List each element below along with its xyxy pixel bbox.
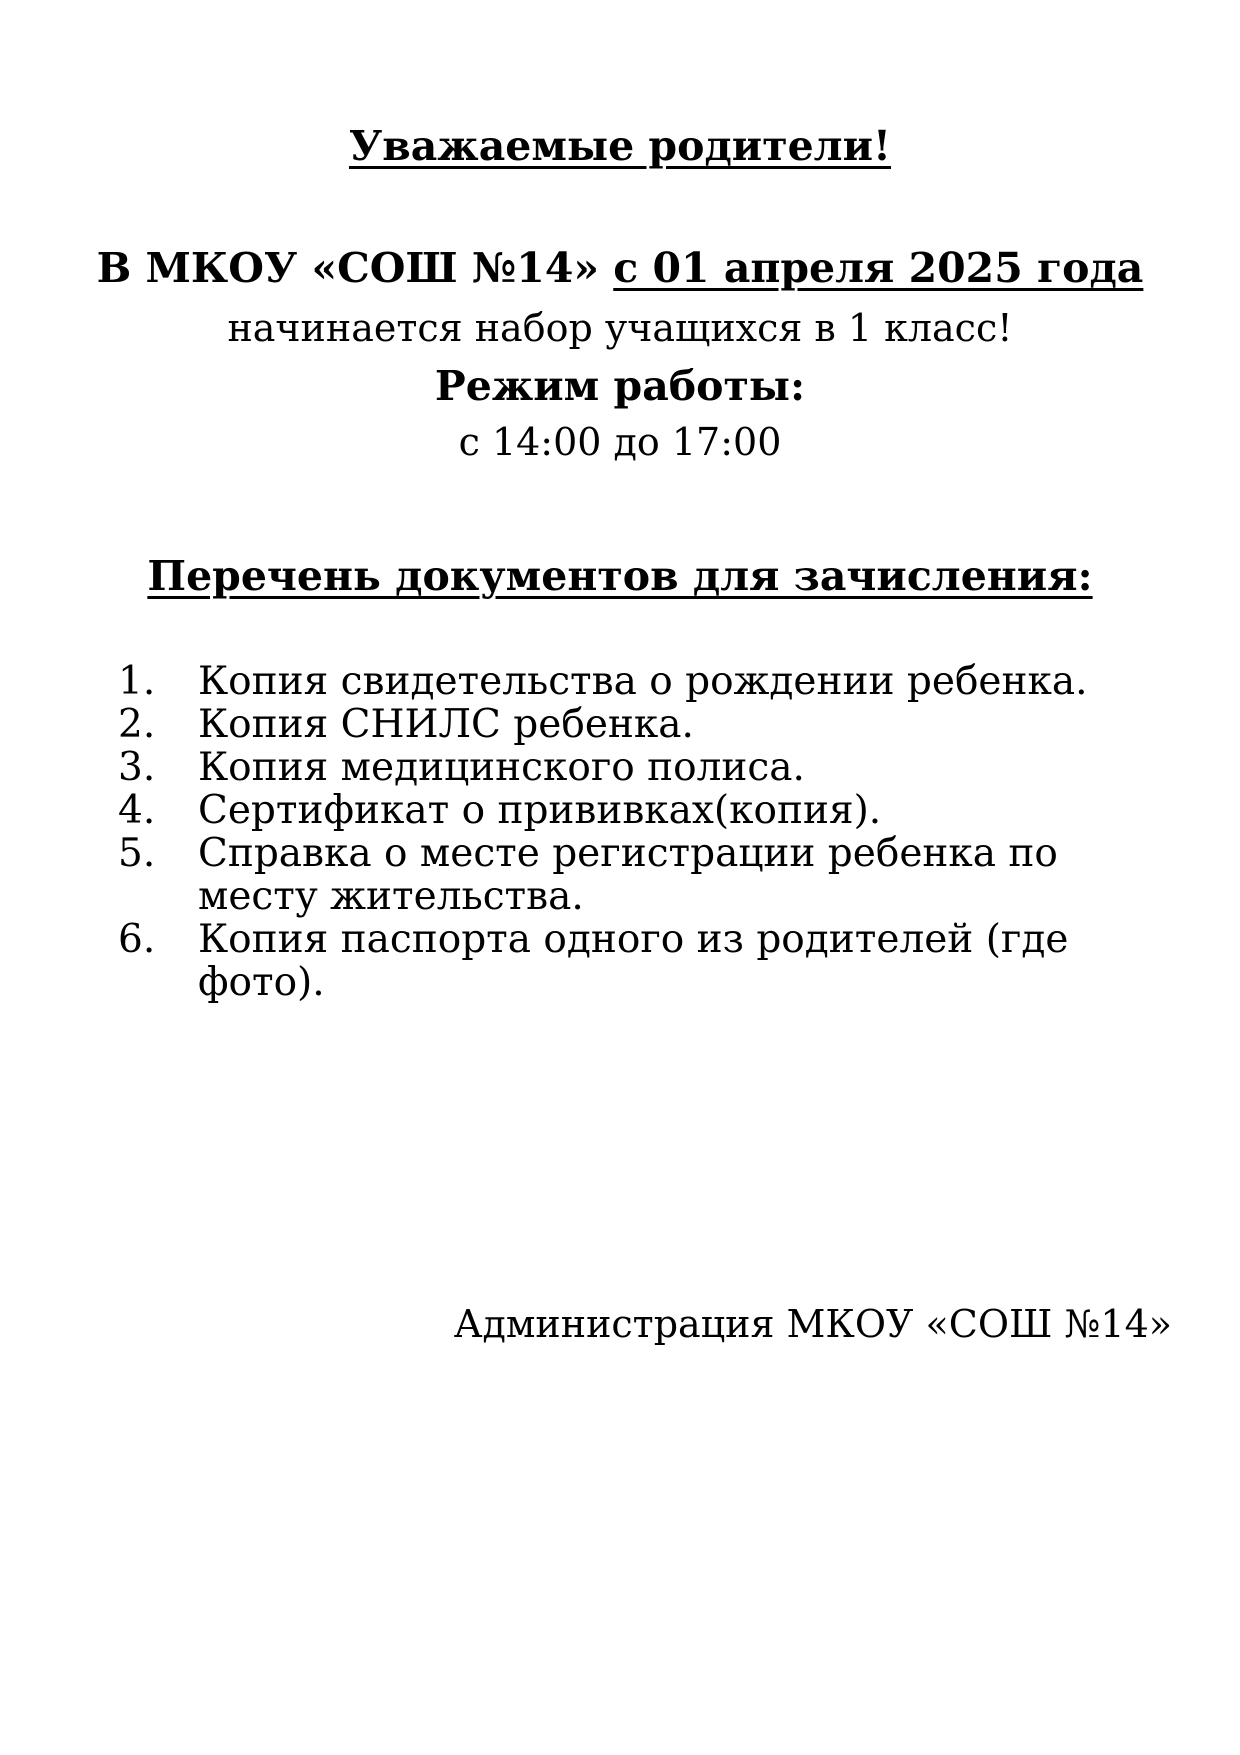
list-item-text: Копия медицинского полиса.: [198, 745, 805, 790]
list-item-number: 6.: [118, 917, 156, 962]
schedule-label: Режим работы:: [434, 362, 806, 410]
greeting-heading: Уважаемые родители!: [348, 122, 891, 170]
list-item-text: Копия СНИЛС ребенка.: [198, 702, 694, 747]
list-item-number: 2.: [118, 702, 156, 747]
intro-date: с 01 апреля 2025 года: [613, 244, 1144, 292]
list-item-number: 1.: [118, 659, 156, 704]
list-item: [118, 746, 1178, 789]
intro-prefix: В МКОУ «СОШ №14»: [96, 244, 614, 292]
list-item: [118, 832, 1178, 918]
list-item: [118, 918, 1178, 1004]
documents-heading: Перечень документов для зачисления:: [147, 552, 1093, 600]
list-item-text: Сертификат о прививках(копия).: [198, 788, 882, 833]
documents-list: [118, 660, 1178, 1004]
list-item-text: Копия свидетельства о рождении ребенка.: [198, 659, 1088, 704]
list-item-number: 3.: [118, 745, 156, 790]
intro-line: [0, 244, 1240, 292]
list-item-text: Копия паспорта одного из родителей (где фото).: [198, 917, 1069, 1005]
list-item: [118, 789, 1178, 832]
list-item-text: Справка о месте регистрации ребенка по месту жительства.: [198, 831, 1058, 919]
schedule-value: с 14:00 до 17:00: [458, 420, 782, 464]
intro-line-2: начинается набор учащихся в 1 класс!: [227, 306, 1013, 350]
signature: Администрация МКОУ «СОШ №14»: [453, 1302, 1172, 1346]
list-item-number: 5.: [118, 831, 156, 876]
list-item-number: 4.: [118, 788, 156, 833]
list-item: [118, 703, 1178, 746]
list-item: [118, 660, 1178, 703]
